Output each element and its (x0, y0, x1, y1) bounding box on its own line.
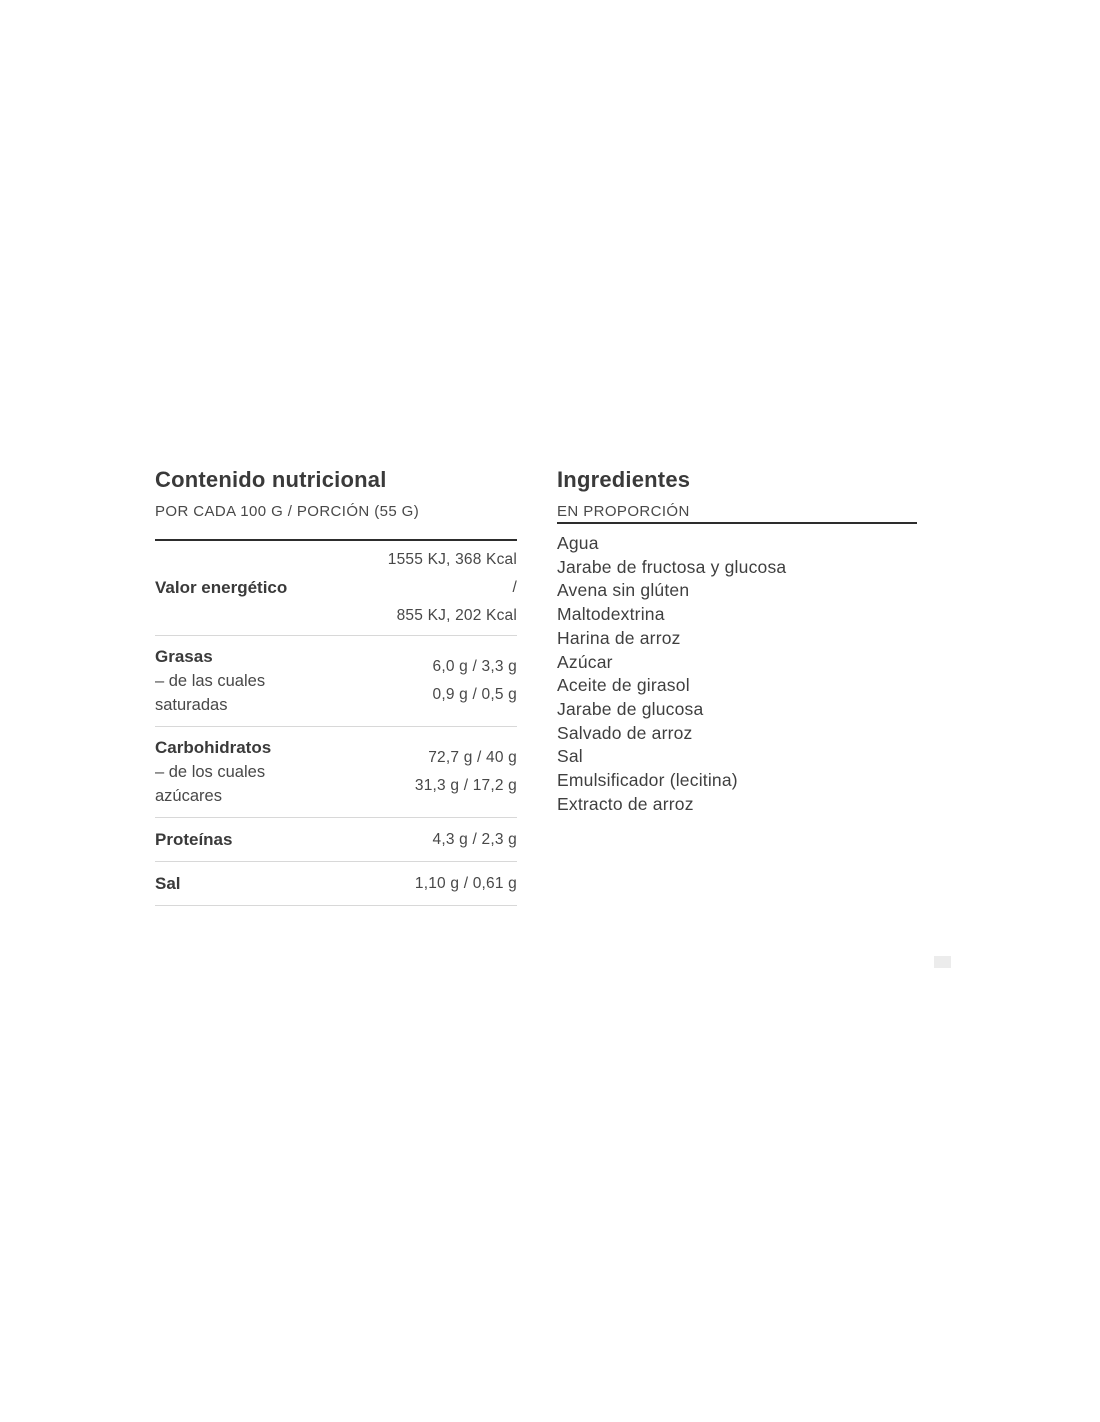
nutrient-values (388, 546, 517, 630)
nutrient-label-block (155, 872, 189, 896)
nutrient-value: 31,3 g / 17,2 g (414, 777, 517, 794)
nutrient-name: Sal (155, 873, 181, 893)
ingredient-item: Emulsificador (lecitina) (557, 770, 738, 791)
nutrition-row (155, 636, 517, 727)
label-content (155, 464, 917, 906)
nutrient-name: Carbohidratos (155, 738, 272, 757)
nutrient-value: 4,3 g / 2,3 g (432, 830, 517, 848)
ingredient-item: Jarabe de fructosa y glucosa (557, 556, 787, 577)
gray-artifact (934, 956, 951, 968)
nutrient-name: Grasas (155, 647, 213, 666)
nutrient-label-block (155, 645, 273, 717)
ingredients-subtitle: EN PROPORCIÓN (557, 503, 690, 520)
ingredient-item: Salvado de arroz (557, 722, 693, 743)
nutrient-subname: azúcares (155, 787, 222, 805)
nutrient-name: Valor energético (155, 578, 288, 597)
ingredient-item: Azúcar (557, 651, 613, 672)
ingredient-item: Agua (557, 533, 599, 553)
nutrient-value: 72,7 g / 40 g (428, 749, 517, 766)
nutrient-values (433, 826, 517, 854)
ingredients-title: Ingredientes (557, 467, 691, 492)
nutrient-value: 1,10 g / 0,61 g (414, 874, 517, 892)
nutrient-value: 855 KJ, 202 Kcal (396, 607, 517, 624)
nutrition-section (155, 464, 517, 906)
ingredient-item: Aceite de girasol (557, 675, 690, 696)
nutrition-row (155, 862, 517, 906)
nutrient-label-block (155, 828, 240, 852)
nutrient-values (415, 870, 517, 898)
nutrition-title: Contenido nutricional (155, 467, 387, 492)
nutrient-values (415, 744, 517, 800)
nutrient-value: 6,0 g / 3,3 g (432, 658, 517, 675)
ingredient-item: Avena sin glúten (557, 580, 690, 601)
ingredient-item: Maltodextrina (557, 604, 665, 625)
nutrient-values (433, 653, 517, 709)
ingredient-item: Harina de arroz (557, 627, 681, 648)
nutrient-value: 0,9 g / 0,5 g (432, 686, 517, 703)
ingredient-item: Sal (557, 746, 583, 767)
nutrition-row (155, 818, 517, 862)
ingredient-item: Extracto de arroz (557, 793, 694, 814)
nutrient-subname: – de las cuales (155, 672, 266, 690)
ingredients-list (557, 522, 917, 816)
nutrition-row (155, 727, 517, 818)
nutrition-subtitle: POR CADA 100 G / PORCIÓN (55 G) (155, 503, 420, 520)
nutrient-value: / (512, 579, 517, 596)
nutrient-label-block (155, 576, 295, 600)
ingredient-item: Jarabe de glucosa (557, 698, 704, 719)
nutrient-label-block (155, 736, 279, 808)
nutrient-name: Proteínas (155, 829, 233, 849)
nutrition-table (155, 539, 517, 906)
nutrient-subname: saturadas (155, 696, 228, 714)
nutrient-value: 1555 KJ, 368 Kcal (387, 551, 517, 568)
nutrition-row (155, 541, 517, 636)
ingredients-section (557, 464, 917, 906)
nutrient-subname: – de los cuales (155, 763, 266, 781)
